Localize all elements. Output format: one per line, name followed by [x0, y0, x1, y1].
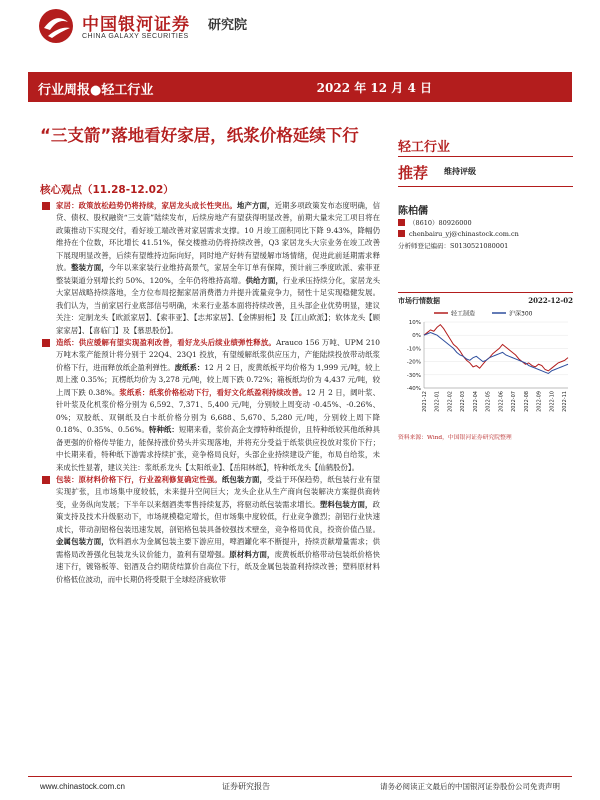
paragraph-run: 政策支持及技术升级驱动下，市场规模稳定增长，但市场集中度较低，行业竞争激烈；剖铝行业快速成长，带动剖铝格包装迅速发展，剖铝格包装具备较强技术壁垒，竞争格局优良，投资价值凸显。: [56, 499, 380, 534]
footer-divider: [28, 776, 572, 777]
x-tick-label: 2022-03: [460, 391, 467, 412]
x-tick-label: 2022-11: [562, 391, 568, 412]
chart-date: 2022-12-02: [528, 296, 573, 305]
email-icon: [398, 230, 405, 237]
analyst-email: [398, 230, 519, 238]
analyst-name: 陈柏儒: [398, 206, 428, 217]
paragraph-run: 包装：原材料价格下行，行业盈利修复确定性强。: [56, 474, 222, 484]
x-tick-label: 2022-04: [472, 391, 479, 412]
analyst-cert: 分析师登记编码：S0130521080001: [398, 242, 509, 250]
galaxy-logo-icon: [38, 8, 74, 44]
x-tick-label: 2022-08: [523, 391, 530, 412]
paragraph-run: 近期多项政策发布态度明确，信贷、债权、股权融资“三支箭”陆续发布，后续房地产有望获得明显改善，前期大量未完工项目将在政策推动下实现交付，看好竣工端改善对家居需求支撑。10 月竣工面积同比下降 9.43%，降幅仍维持在个位数，环比增长 41.51%，保交楼推动仍将持续改善，Q3 家居龙头大宗业务在竣工改善下展现明显改善，后续有望维持边际向好，同时地产好转有望缓解市场情绪，促进此前延期需求释放。: [56, 201, 380, 273]
report-banner: [28, 72, 572, 102]
body-paragraph: [40, 337, 380, 474]
paragraph-run: 废黄板纸价格带动包装纸价格快速下行，镀铬板等、铝酒及合约期货结算价自高位下行，纸及金属包装盈利持续改善；塑料原材料价格低位波动，而中长期仍将受限于全球经济疲软带: [56, 549, 380, 584]
paragraph-run: 今年以来家装行业维持高景气，家居全年订单有保障，预计前三季度欧派、索菲亚整装渠道分别增长约 50%、120%，全年仍将维持高增。: [56, 263, 380, 285]
y-tick-label: -40%: [406, 386, 421, 392]
paragraph-run: 受益于环保趋势，纸包装行业有望实现扩张，且市场集中度较低，未来提升空间巨大；龙头企业从生产商向包装解决方案提供商转变，业务纵向发展；下半年以来烟酒类零售持续复苏，将驱动纸包装需求增长。: [56, 474, 380, 509]
analyst-phone: [398, 218, 472, 227]
square-bullet-icon: [42, 476, 50, 484]
paragraph-run: 废纸系：: [174, 362, 205, 372]
paragraph-run: 行业承压持续分化，家居龙头大家居战略持续落地，全方位布局挖掘家居消费潜力并提升流量竞争力，韧性十足实现稳健发展。我们认为，当前家居行业底部信号明确，未来行业基本面将持续改善，且头部企业优势明显，建议关注：定制龙头【欧派家居】、【索菲亚】、【志邦家居】、【金牌厨柜】及【江山欧派】；软体龙头【顾家家居】、【喜临门】及【慕思股份】。: [56, 275, 380, 335]
sidebar-rating: 推荐: [398, 164, 429, 182]
paragraph-run: 造纸：供应缓解有望实现盈利改善，看好龙头后续业绩弹性释放。: [56, 337, 276, 347]
paragraph-run: 12 月 2 日，废黄纸板平均价格为 1,999 元/吨，较上周上涨 0.35%；瓦楞纸均价为 3,278 元/吨，较上周下跌 0.72%；箱板纸均价为 4,437 元/吨，较上周下跌 0.38%。: [56, 362, 380, 397]
y-tick-label: -30%: [406, 372, 421, 379]
paragraph-run: 金属包装方面，: [56, 537, 109, 547]
sidebar-divider: [398, 186, 573, 187]
footer-website[interactable]: www.chinastock.com.cn: [40, 782, 125, 791]
report-body: [40, 200, 380, 586]
footer-disclaimer: 请务必阅读正文最后的中国银河证券股份公司免责声明: [380, 782, 560, 791]
y-tick-label: 10%: [408, 320, 421, 326]
y-tick-label: -20%: [406, 359, 421, 366]
report-date: 2022 年 12 月 4 日: [316, 81, 432, 95]
x-tick-label: 2022-06: [498, 391, 505, 412]
x-tick-label: 2022-02: [447, 391, 454, 412]
chart-title: 市场行情数据: [398, 296, 440, 305]
body-paragraph: [40, 200, 380, 337]
square-bullet-icon: [42, 202, 50, 210]
x-tick-label: 2022-05: [485, 391, 492, 412]
chart-top-rule: [398, 292, 573, 293]
y-tick-label: 0%: [412, 333, 421, 340]
body-paragraph: [40, 474, 380, 586]
paragraph-run: 短期来看，浆价高企支撑特种纸提价，且特种纸较其他纸种具备更强的价格传导能力，能保持涨价势头并实现落地，并将充分受益于纸浆供应投放对浆价下行；中长期来看，特种纸下游需求持续扩张，竞争格局良好，头部企业持续建设产能，布局自给浆，未来成长性显著，建议关注：浆纸系龙头【太阳纸业】、【岳阳林纸】，特种纸龙头【仙鹤股份】。: [56, 425, 380, 472]
paragraph-run: 纸包装方面，: [221, 474, 268, 484]
x-tick-label: 2022-01: [434, 391, 441, 412]
report-title: “三支箭”落地看好家居，纸浆价格延续下行: [40, 126, 359, 145]
paragraph-run: 家居：政策放松趋势仍将持续，家居龙头成长性突出。: [56, 201, 237, 210]
series-line: [424, 325, 568, 371]
x-tick-label: 2022-10: [549, 391, 556, 412]
paragraph-run: Arauco 156 万吨、UPM 210 万吨木浆产能预计将分别于 22Q4、23Q1 投放，有望缓解纸浆供应压力，产能陆续投放带动纸浆价格下行，进而释放纸企盈利弹性。: [56, 337, 380, 372]
paragraph-run: 饮料酒水为金属包装主要下游应用，啤酒罐化率不断提升，持续贡献增量需求；供需格局改善强化包装龙头议价能力，盈利有望增强。: [56, 537, 380, 559]
sidebar-industry: 轻工行业: [398, 140, 451, 155]
analyst-phone-text: （8610）80926000: [409, 219, 472, 227]
paragraph-run: 浆纸系：纸浆价格松动下行，看好文化纸盈利持续改善。: [119, 387, 307, 397]
footer-report-label: 证券研究报告: [222, 782, 270, 791]
paragraph-run: 原材料方面，: [229, 549, 275, 559]
sidebar-rating-sub: 维持评级: [444, 166, 476, 176]
paragraph-run: 特种纸：: [148, 425, 179, 435]
legend-label: 轻工制造: [451, 310, 476, 318]
sidebar-divider: [398, 156, 573, 157]
paragraph-run: 地产方面，: [236, 201, 275, 210]
paragraph-run: 整装方面，: [71, 263, 109, 273]
core-view-heading: 核心观点（11.28-12.02）: [40, 184, 174, 196]
paragraph-run: 供给方面，: [245, 275, 283, 285]
x-tick-label: 2022-07: [511, 391, 518, 412]
paragraph-run: 12 月 2 日，阔叶浆、针叶浆及化机浆价格分别为 6,592、7,371、5,400 元/吨，分别较上周变动 -0.45%、-0.26%、0%；双胶纸、双铜纸及白卡纸价格分别为 6,688、5,670、5,280 元/吨，分别较上周下降 0.18%、0.35%、0.56%。: [56, 387, 380, 435]
header-logo: [38, 6, 338, 46]
analyst-email-text: chenbairu_yj@chinastock.com.cn: [409, 230, 519, 238]
chart-source: 资料来源：Wind，中国银河证券研究院整理: [398, 435, 512, 441]
phone-icon: [398, 219, 405, 226]
paragraph-run: 塑料包装方面，: [319, 499, 373, 509]
market-chart: [398, 306, 573, 426]
x-tick-label: 2022-09: [536, 391, 543, 412]
series-line: [424, 333, 568, 374]
legend-label: 沪深300: [509, 310, 533, 318]
logo-institute: 研究院: [208, 18, 248, 33]
logo-english-name: CHINA GALAXY SECURITIES: [82, 33, 189, 40]
report-type: 行业周报●轻工行业: [38, 83, 154, 98]
x-tick-label: 2021-12: [422, 391, 428, 412]
y-tick-label: -10%: [406, 346, 421, 353]
square-bullet-icon: [42, 339, 50, 347]
logo-company-name: 中国银河证券: [82, 15, 190, 35]
